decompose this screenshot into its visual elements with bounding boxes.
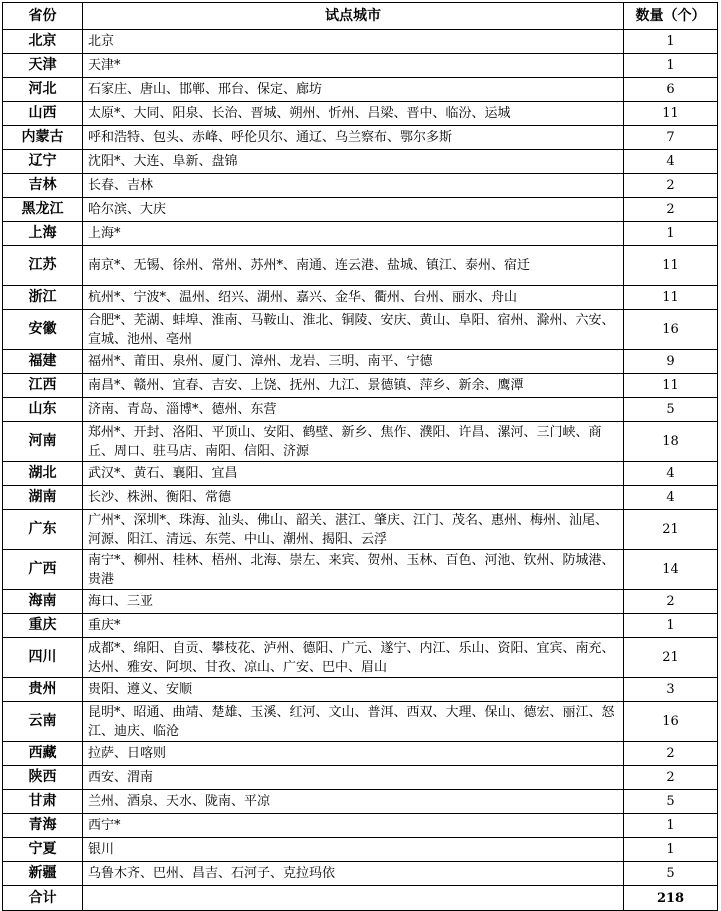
table-row (3, 374, 718, 398)
table-row (3, 286, 718, 310)
header-count: 数量（个） (624, 3, 718, 30)
province-cell: 贵州 (3, 678, 83, 702)
cities-cell: 武汉*、黄石、襄阳、宜昌 (82, 462, 623, 486)
table-row (3, 30, 718, 54)
count-cell: 1 (624, 838, 718, 862)
cities-cell: 成都*、绵阳、自贡、攀枝花、泸州、德阳、广元、遂宁、内江、乐山、资阳、宜宾、南充、达州、雅安、阿坝、甘孜、凉山、广安、巴中、眉山 (82, 638, 623, 678)
table-row (3, 398, 718, 422)
count-cell: 21 (624, 510, 718, 550)
count-cell: 2 (624, 742, 718, 766)
count-cell: 1 (624, 30, 718, 54)
province-cell: 青海 (3, 814, 83, 838)
header-row (3, 3, 718, 30)
count-cell: 1 (624, 222, 718, 246)
province-cell: 山东 (3, 398, 83, 422)
count-cell: 4 (624, 486, 718, 510)
table-row (3, 174, 718, 198)
province-cell: 吉林 (3, 174, 83, 198)
province-cell: 新疆 (3, 862, 83, 886)
cities-cell: 西宁* (82, 814, 623, 838)
count-cell: 11 (624, 102, 718, 126)
table-row (3, 742, 718, 766)
count-cell: 5 (624, 862, 718, 886)
cities-cell: 重庆* (82, 614, 623, 638)
cities-cell: 上海* (82, 222, 623, 246)
count-cell: 4 (624, 150, 718, 174)
count-cell: 4 (624, 462, 718, 486)
cities-cell: 兰州、酒泉、天水、陇南、平凉 (82, 790, 623, 814)
table-row (3, 590, 718, 614)
count-cell: 1 (624, 614, 718, 638)
cities-cell: 济南、青岛、淄博*、德州、东营 (82, 398, 623, 422)
province-cell: 北京 (3, 30, 83, 54)
province-cell: 重庆 (3, 614, 83, 638)
province-cell: 海南 (3, 590, 83, 614)
count-cell: 16 (624, 702, 718, 742)
table-row (3, 678, 718, 702)
table-row (3, 510, 718, 550)
table-row (3, 198, 718, 222)
table-row (3, 838, 718, 862)
table-row (3, 222, 718, 246)
cities-cell: 哈尔滨、大庆 (82, 198, 623, 222)
province-cell: 江苏 (3, 246, 83, 286)
count-cell: 2 (624, 198, 718, 222)
cities-cell: 呼和浩特、包头、赤峰、呼伦贝尔、通辽、乌兰察布、鄂尔多斯 (82, 126, 623, 150)
table-row (3, 766, 718, 790)
count-cell: 11 (624, 286, 718, 310)
province-cell: 辽宁 (3, 150, 83, 174)
cities-cell: 北京 (82, 30, 623, 54)
total-row (3, 886, 718, 911)
table-row (3, 550, 718, 590)
cities-cell: 郑州*、开封、洛阳、平顶山、安阳、鹤壁、新乡、焦作、濮阳、许昌、漯河、三门峡、商丘、周口、驻马店、南阳、信阳、济源 (82, 422, 623, 462)
cities-cell: 贵阳、遵义、安顺 (82, 678, 623, 702)
table-row (3, 790, 718, 814)
province-cell: 甘肃 (3, 790, 83, 814)
province-cell: 安徽 (3, 310, 83, 350)
province-cell: 天津 (3, 54, 83, 78)
province-cell: 浙江 (3, 286, 83, 310)
total-label: 合计 (3, 886, 83, 911)
table-row (3, 702, 718, 742)
cities-cell: 杭州*、宁波*、温州、绍兴、湖州、嘉兴、金华、衢州、台州、丽水、舟山 (82, 286, 623, 310)
province-cell: 上海 (3, 222, 83, 246)
table-row (3, 462, 718, 486)
table-row (3, 350, 718, 374)
total-cities (82, 886, 623, 911)
table-body (3, 30, 718, 886)
cities-cell: 南昌*、赣州、宜春、吉安、上饶、抚州、九江、景德镇、萍乡、新余、鹰潭 (82, 374, 623, 398)
province-cell: 宁夏 (3, 838, 83, 862)
cities-cell: 南宁*、柳州、桂林、梧州、北海、崇左、来宾、贺州、玉林、百色、河池、钦州、防城港、贵港 (82, 550, 623, 590)
province-cell: 江西 (3, 374, 83, 398)
table-row (3, 310, 718, 350)
cities-cell: 天津* (82, 54, 623, 78)
province-cell: 福建 (3, 350, 83, 374)
count-cell: 9 (624, 350, 718, 374)
province-cell: 陕西 (3, 766, 83, 790)
cities-cell: 太原*、大同、阳泉、长治、晋城、朔州、忻州、吕梁、晋中、临汾、运城 (82, 102, 623, 126)
count-cell: 11 (624, 246, 718, 286)
province-cell: 广西 (3, 550, 83, 590)
count-cell: 5 (624, 790, 718, 814)
province-cell: 西藏 (3, 742, 83, 766)
header-province: 省份 (3, 3, 83, 30)
table-row (3, 78, 718, 102)
cities-cell: 乌鲁木齐、巴州、昌吉、石河子、克拉玛依 (82, 862, 623, 886)
cities-cell: 西安、渭南 (82, 766, 623, 790)
cities-cell: 福州*、莆田、泉州、厦门、漳州、龙岩、三明、南平、宁德 (82, 350, 623, 374)
province-cell: 山西 (3, 102, 83, 126)
cities-cell: 合肥*、芜湖、蚌埠、淮南、马鞍山、淮北、铜陵、安庆、黄山、阜阳、宿州、滁州、六安、宣城、池州、亳州 (82, 310, 623, 350)
header-cities: 试点城市 (82, 3, 623, 30)
pilot-cities-table (2, 2, 718, 911)
count-cell: 5 (624, 398, 718, 422)
cities-cell: 昆明*、昭通、曲靖、楚雄、玉溪、红河、文山、普洱、西双、大理、保山、德宏、丽江、怒江、迪庆、临沧 (82, 702, 623, 742)
cities-cell: 海口、三亚 (82, 590, 623, 614)
cities-cell: 银川 (82, 838, 623, 862)
table-row (3, 54, 718, 78)
province-cell: 湖南 (3, 486, 83, 510)
table-row (3, 814, 718, 838)
province-cell: 四川 (3, 638, 83, 678)
count-cell: 2 (624, 590, 718, 614)
count-cell: 14 (624, 550, 718, 590)
province-cell: 云南 (3, 702, 83, 742)
count-cell: 6 (624, 78, 718, 102)
cities-cell: 长沙、株洲、衡阳、常德 (82, 486, 623, 510)
cities-cell: 石家庄、唐山、邯郸、邢台、保定、廊坊 (82, 78, 623, 102)
province-cell: 黑龙江 (3, 198, 83, 222)
count-cell: 18 (624, 422, 718, 462)
cities-cell: 南京*、无锡、徐州、常州、苏州*、南通、连云港、盐城、镇江、泰州、宿迁 (82, 246, 623, 286)
table-row (3, 246, 718, 286)
cities-cell: 沈阳*、大连、阜新、盘锦 (82, 150, 623, 174)
province-cell: 湖北 (3, 462, 83, 486)
count-cell: 1 (624, 54, 718, 78)
count-cell: 2 (624, 174, 718, 198)
table-row (3, 102, 718, 126)
cities-cell: 拉萨、日喀则 (82, 742, 623, 766)
province-cell: 广东 (3, 510, 83, 550)
cities-cell: 长春、吉林 (82, 174, 623, 198)
total-count: 218 (624, 886, 718, 911)
table-row (3, 614, 718, 638)
table-row (3, 638, 718, 678)
count-cell: 16 (624, 310, 718, 350)
table-row (3, 126, 718, 150)
cities-cell: 广州*、深圳*、珠海、汕头、佛山、韶关、湛江、肇庆、江门、茂名、惠州、梅州、汕尾、河源、阳江、清远、东莞、中山、潮州、揭阳、云浮 (82, 510, 623, 550)
province-cell: 内蒙古 (3, 126, 83, 150)
count-cell: 11 (624, 374, 718, 398)
province-cell: 河南 (3, 422, 83, 462)
count-cell: 2 (624, 766, 718, 790)
count-cell: 21 (624, 638, 718, 678)
table-row (3, 422, 718, 462)
count-cell: 7 (624, 126, 718, 150)
province-cell: 河北 (3, 78, 83, 102)
table-row (3, 486, 718, 510)
count-cell: 3 (624, 678, 718, 702)
table-row (3, 150, 718, 174)
count-cell: 1 (624, 814, 718, 838)
table-row (3, 862, 718, 886)
